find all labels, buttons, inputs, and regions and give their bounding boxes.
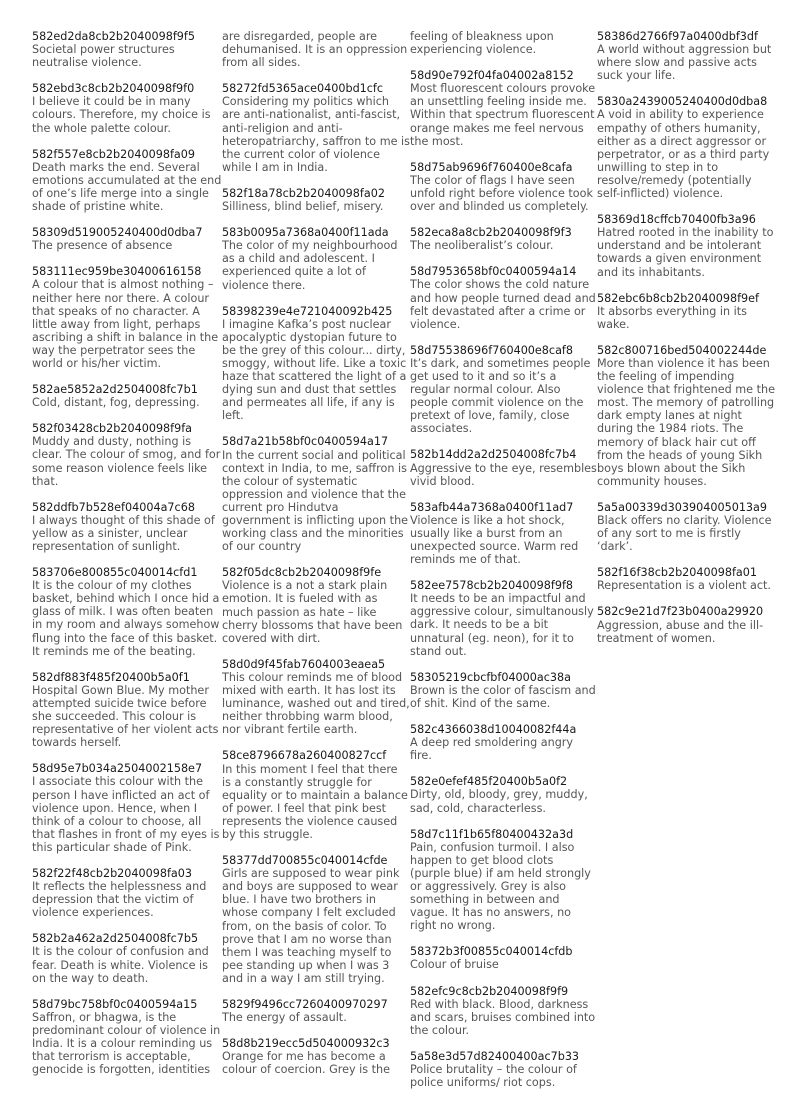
entry-text: are disregarded, people are dehumanised. It is an oppression from all sides.: [222, 30, 408, 70]
entry-id: 582b2a462a2d2504008fc7b5: [32, 932, 199, 946]
entry-text: A void in ability to experience empathy of others humanity, either as a direct aggressor or perpetrator, or as a third party unwilling to step in to resolve/remedy (potentially self-inflicted) violence.: [597, 108, 770, 201]
entry-text: Police brutality – the colour of police uniforms/ riot cops.: [410, 1063, 577, 1090]
entry-text: Black offers no clarity. Violence of any sort to me is firstly ‘dark’.: [597, 514, 772, 554]
response-entry: [222, 566, 410, 645]
response-entry: [597, 30, 777, 82]
entry-id: 582eca8a8cb2b2040098f9f3: [410, 226, 572, 240]
entry-id: 5a58e3d57d82400400ac7b33: [410, 1049, 580, 1063]
response-entry: [222, 998, 410, 1024]
entry-text: It needs to be an impactful and aggressive colour, simultanously dark. It needs to be a bit unnatural (eg. neon), for it to stand out.: [410, 592, 594, 658]
entry-id: 5830a2439005240400d0dba8: [597, 95, 768, 109]
entry-id: 58ce8796678a260400827ccf: [222, 749, 387, 763]
entry-text: A colour that is almost nothing – neither here nor there. A colour that speaks of no character. A little away from light, perhaps ascribing a shift in balance in the way the perpetrator sees the world or his/her victim.: [32, 278, 219, 370]
entry-id: 58272fd5365ace0400bd1cfc: [222, 82, 384, 96]
entry-text: In the current social and political context in India, to me, saffron is the colour of systematic oppression and violence that the current pro Hindutva government is inflicting upon the working class and the minorities of our country: [222, 448, 409, 554]
entry-id: 582c4366038d10040082f44a: [410, 723, 577, 737]
entry-id: 582e0efef485f20400b5a0f2: [410, 775, 568, 789]
response-entry: [410, 1050, 597, 1089]
entry-id: 582f03428cb2b2040098f9fa: [32, 422, 193, 436]
entry-text: In this moment I feel that there is a constantly struggle for equality or to maintain a balance of power. I feel that pink best represents the violence caused by this struggle.: [222, 762, 408, 841]
entry-text: The color of flags I have seen unfold right before violence took over and blinded us completely.: [410, 173, 593, 214]
text-column-3: [410, 30, 597, 1102]
entry-id: 58309d519005240400d0dba7: [32, 226, 203, 240]
response-entry: [32, 932, 222, 984]
entry-id: 582c800716bed504002244de: [597, 343, 767, 357]
response-entry-continuation: [222, 30, 410, 69]
entry-id: 58d90e792f04fa04002a8152: [410, 69, 574, 83]
entry-text: Orange for me has become a colour of coercion. Grey is the: [222, 1050, 391, 1077]
response-entry: [32, 82, 222, 134]
entry-text: Aggression, abuse and the ill-treatment of women.: [597, 618, 764, 645]
entry-text: Muddy and dusty, nothing is clear. The colour of smog, and for some reason violence feels like that.: [32, 435, 221, 488]
entry-text: Red with black. Blood, darkness and scars, bruises combined into the colour.: [410, 997, 596, 1037]
response-entry: [222, 82, 410, 174]
response-entry: [597, 501, 777, 553]
entry-text: Colour of bruise: [410, 958, 499, 972]
response-entry: [222, 187, 410, 213]
entry-text: It absorbs everything in its wake.: [597, 304, 747, 331]
entry-id: 582ebc6b8cb2b2040098f9ef: [597, 291, 760, 305]
entry-text: Brown is the color of fascism and of shit. Kind of the same.: [410, 683, 596, 710]
entry-text: Silliness, blind belief, misery.: [222, 200, 384, 214]
entry-text: Pain, confusion turmoil. I also happen to get blood clots (purple blue) if am held strongly or aggressively. Grey is also something in between and vague. It has no answers, no right no wrong.: [410, 840, 591, 933]
response-entry: [597, 344, 777, 488]
entry-id: 58d7953658bf0c0400594a14: [410, 265, 577, 279]
response-entry: [32, 265, 222, 370]
entry-text: I associate this colour with the person I have inflicted an act of violence upon. Hence, when I think of a colour to choose, all that flashes in front of my eyes is this particular shade of Pink.: [32, 775, 220, 854]
entry-text: Death marks the end. Several emotions accumulated at the end of one’s life merge into a single shade of pristine white.: [32, 160, 222, 214]
entry-text: Dirty, old, bloody, grey, muddy, sad, cold, characterless.: [410, 788, 588, 815]
response-entry: [410, 161, 597, 213]
response-entry: [410, 226, 597, 252]
response-entry: [597, 213, 777, 278]
response-entry-continuation: [410, 30, 597, 56]
entry-id: 58369d18cffcb70400fb3a96: [597, 213, 756, 227]
response-entry: [222, 658, 410, 737]
response-entry: [32, 998, 222, 1077]
entry-text: Most fluorescent colours provoke an unsettling feeling inside me. Within that spectrum fluorescent orange makes me feel nervous the most.: [410, 82, 596, 148]
response-entry: [222, 226, 410, 291]
entry-text: A world without aggression but where slow and passive acts suck your life.: [597, 43, 772, 83]
entry-text: I believe it could be in many colours. Therefore, my choice is the whole palette colour.: [32, 95, 211, 135]
entry-text: Representation is a violent act.: [597, 579, 771, 593]
response-entry: [32, 30, 222, 69]
document-page: [32, 30, 777, 1102]
entry-id: 582c9e21d7f23b0400a29920: [597, 605, 764, 619]
entry-text: I always thought of this shade of yellow as a sinister, unclear representation of sunlight.: [32, 513, 215, 553]
entry-id: 582b14dd2a2d2504008fc7b4: [410, 448, 577, 462]
entry-id: 582f557e8cb2b2040098fa09: [32, 147, 195, 161]
response-entry: [32, 566, 222, 658]
response-entry: [410, 265, 597, 330]
entry-id: 582f18a78cb2b2040098fa02: [222, 186, 385, 200]
entry-text: More than violence it has been the feeling of impending violence that frightened me the most. The memory of patrolling dark empty lanes at night during the 1984 riots. The memory of black hair cut off from the heads of young Sikh boys blown about the Sikh community houses.: [597, 356, 775, 488]
entry-id: 582f16f38cb2b2040098fa01: [597, 566, 758, 580]
text-column-2: [222, 30, 410, 1102]
entry-text: The energy of assault.: [222, 1011, 347, 1025]
response-entry: [410, 579, 597, 658]
entry-text: Aggressive to the eye, resembles vivid blood.: [410, 461, 597, 488]
response-entry: [410, 69, 597, 148]
entry-id: 58d79bc758bf0c0400594a15: [32, 997, 198, 1011]
entry-id: 58d7c11f1b65f80400432a3d: [410, 827, 574, 841]
response-entry: [410, 671, 597, 710]
response-entry: [32, 762, 222, 854]
entry-id: 582ae5852a2d2504008fc7b1: [32, 383, 198, 397]
entry-text: The color of my neighbourhood as a child and adolescent. I experienced quite a lot of violence there.: [222, 239, 398, 292]
entry-text: Considering my politics which are anti-nationalist, anti-fascist, anti-religion and anti-heteropatriarchy, saffron to me is the current color of violence while I am in India.: [222, 95, 410, 174]
response-entry: [222, 305, 410, 423]
response-entry: [410, 501, 597, 566]
entry-id: 583706e800855c040014cfd1: [32, 566, 198, 580]
response-entry: [410, 945, 597, 971]
entry-id: 582f05dc8cb2b2040098f9fe: [222, 566, 382, 580]
entry-text: The presence of absence: [32, 239, 173, 253]
entry-text: Violence is a not a stark plain emotion. It is fueled with as much passion as hate – like cherry blossoms that have been covered with dirt.: [222, 579, 403, 645]
entry-text: This colour reminds me of blood mixed with earth. It has lost its luminance, washed out and tired, neither throbbing warm blood, nor vibrant fertile earth.: [222, 670, 410, 737]
entry-text: Violence is like a hot shock, usually like a burst from an unexpected source. Warm red reminds me of that.: [410, 513, 579, 567]
entry-id: 582ee7578cb2b2040098f9f8: [410, 579, 573, 593]
entry-id: 5829f9496cc7260400970297: [222, 998, 388, 1011]
entry-text: I imagine Kafka’s post nuclear apocalyptic dystopian future to be the grey of this colour... dirty, smoggy, without life. Like a toxic haze that scattered the light of a dying sun and dust that settles and permeates all life, if any is left.: [222, 317, 407, 423]
entry-text: Cold, distant, fog, depressing.: [32, 396, 200, 410]
response-entry: [597, 95, 777, 200]
response-entry: [410, 828, 597, 933]
entry-text: It is the colour of confusion and fear. Death is white. Violence is on the way to death.: [32, 945, 209, 985]
entry-id: 582f22f48cb2b2040098fa03: [32, 866, 193, 880]
entry-id: 58386d2766f97a0400dbf3df: [597, 30, 758, 43]
response-entry: [410, 344, 597, 436]
entry-id: 583111ec959be30400616158: [32, 265, 202, 279]
entry-text: The neoliberalist’s colour.: [410, 239, 554, 253]
response-entry: [597, 566, 777, 592]
entry-id: 583afb44a7368a0400f11ad7: [410, 500, 574, 514]
response-entry: [32, 226, 222, 252]
entry-id: 58305219cbcfbf04000ac38a: [410, 670, 572, 684]
entry-id: 58d95e7b034a2504002158e7: [32, 762, 203, 776]
response-entry: [222, 854, 410, 985]
entry-text: It reflects the helplessness and depression that the victim of violence experiences.: [32, 880, 207, 920]
text-column-1: [32, 30, 222, 1102]
response-entry: [32, 867, 222, 919]
response-entry: [597, 292, 777, 331]
entry-id: 58398239e4e721040092b425: [222, 304, 393, 318]
response-entry: [222, 435, 410, 553]
entry-text: Societal power structures neutralise violence.: [32, 43, 175, 70]
response-entry: [410, 448, 597, 487]
entry-text: It’s dark, and sometimes people get used to it and so it’s a regular normal colour. Also people commit violence on the pretext of love, family, close associates.: [410, 356, 591, 436]
entry-text: Girls are supposed to wear pink and boys are supposed to wear blue. I have two brothers in whose company I felt excluded from, on the basis of color. To prove that I am no worse than them I was teaching myself to pee standing up when I was 3 and in a way I am still trying.: [222, 867, 400, 985]
entry-text: Hatred rooted in the inability to understand and be intolerant towards a given environment and its inhabitants.: [597, 226, 774, 279]
response-entry: [32, 383, 222, 409]
text-column-4: [597, 30, 777, 1102]
entry-id: 582ed2da8cb2b2040098f9f5: [32, 30, 195, 43]
response-entry: [410, 723, 597, 762]
response-entry: [410, 775, 597, 814]
entry-text: Saffron, or bhagwa, is the predominant colour of violence in India. It is a colour reminding us that terrorism is acceptable, genocide is forgotten, identities: [32, 1010, 221, 1077]
response-entry: [410, 985, 597, 1037]
entry-id: 58372b3f00855c040014cfdb: [410, 945, 573, 959]
entry-id: 58d75538696f760400e8caf8: [410, 343, 573, 357]
entry-id: 58d8b219ecc5d504000932c3: [222, 1037, 390, 1051]
response-entry: [597, 605, 777, 644]
entry-id: 58d7a21b58bf0c0400594a17: [222, 435, 389, 449]
entry-text: A deep red smoldering angry fire.: [410, 736, 574, 763]
entry-text: feeling of bleakness upon experiencing violence.: [410, 30, 554, 57]
entry-text: The color shows the cold nature and how people turned dead and felt devastated after a crime or violence.: [410, 278, 596, 331]
response-entry: [32, 501, 222, 553]
entry-id: 58d0d9f45fab7604003eaea5: [222, 657, 386, 671]
entry-id: 58377dd700855c040014cfde: [222, 854, 388, 868]
entry-id: 582efc9c8cb2b2040098f9f9: [410, 984, 569, 998]
response-entry: [32, 422, 222, 487]
response-entry: [32, 671, 222, 750]
entry-id: 582df883f485f20400b5a0f1: [32, 670, 190, 684]
entry-id: 5a5a00339d303904005013a9: [597, 500, 768, 514]
entry-text: Hospital Gown Blue. My mother attempted suicide twice before she succeeded. This colour is representative of her violent acts towards herself.: [32, 683, 219, 750]
entry-id: 582ebd3c8cb2b2040098f9f0: [32, 82, 195, 96]
response-entry: [222, 1037, 410, 1076]
entry-id: 583b0095a7368a0400f11ada: [222, 226, 389, 240]
entry-id: 58d75ab9696f760400e8cafa: [410, 160, 573, 174]
entry-text: It is the colour of my clothes basket, behind which I once hid a glass of milk. I was often beaten in my room and always somehow flung into the face of this basket. It reminds me of the beating.: [32, 579, 220, 658]
entry-id: 582ddfb7b528ef04004a7c68: [32, 500, 195, 514]
response-entry: [32, 148, 222, 213]
response-entry: [222, 749, 410, 841]
